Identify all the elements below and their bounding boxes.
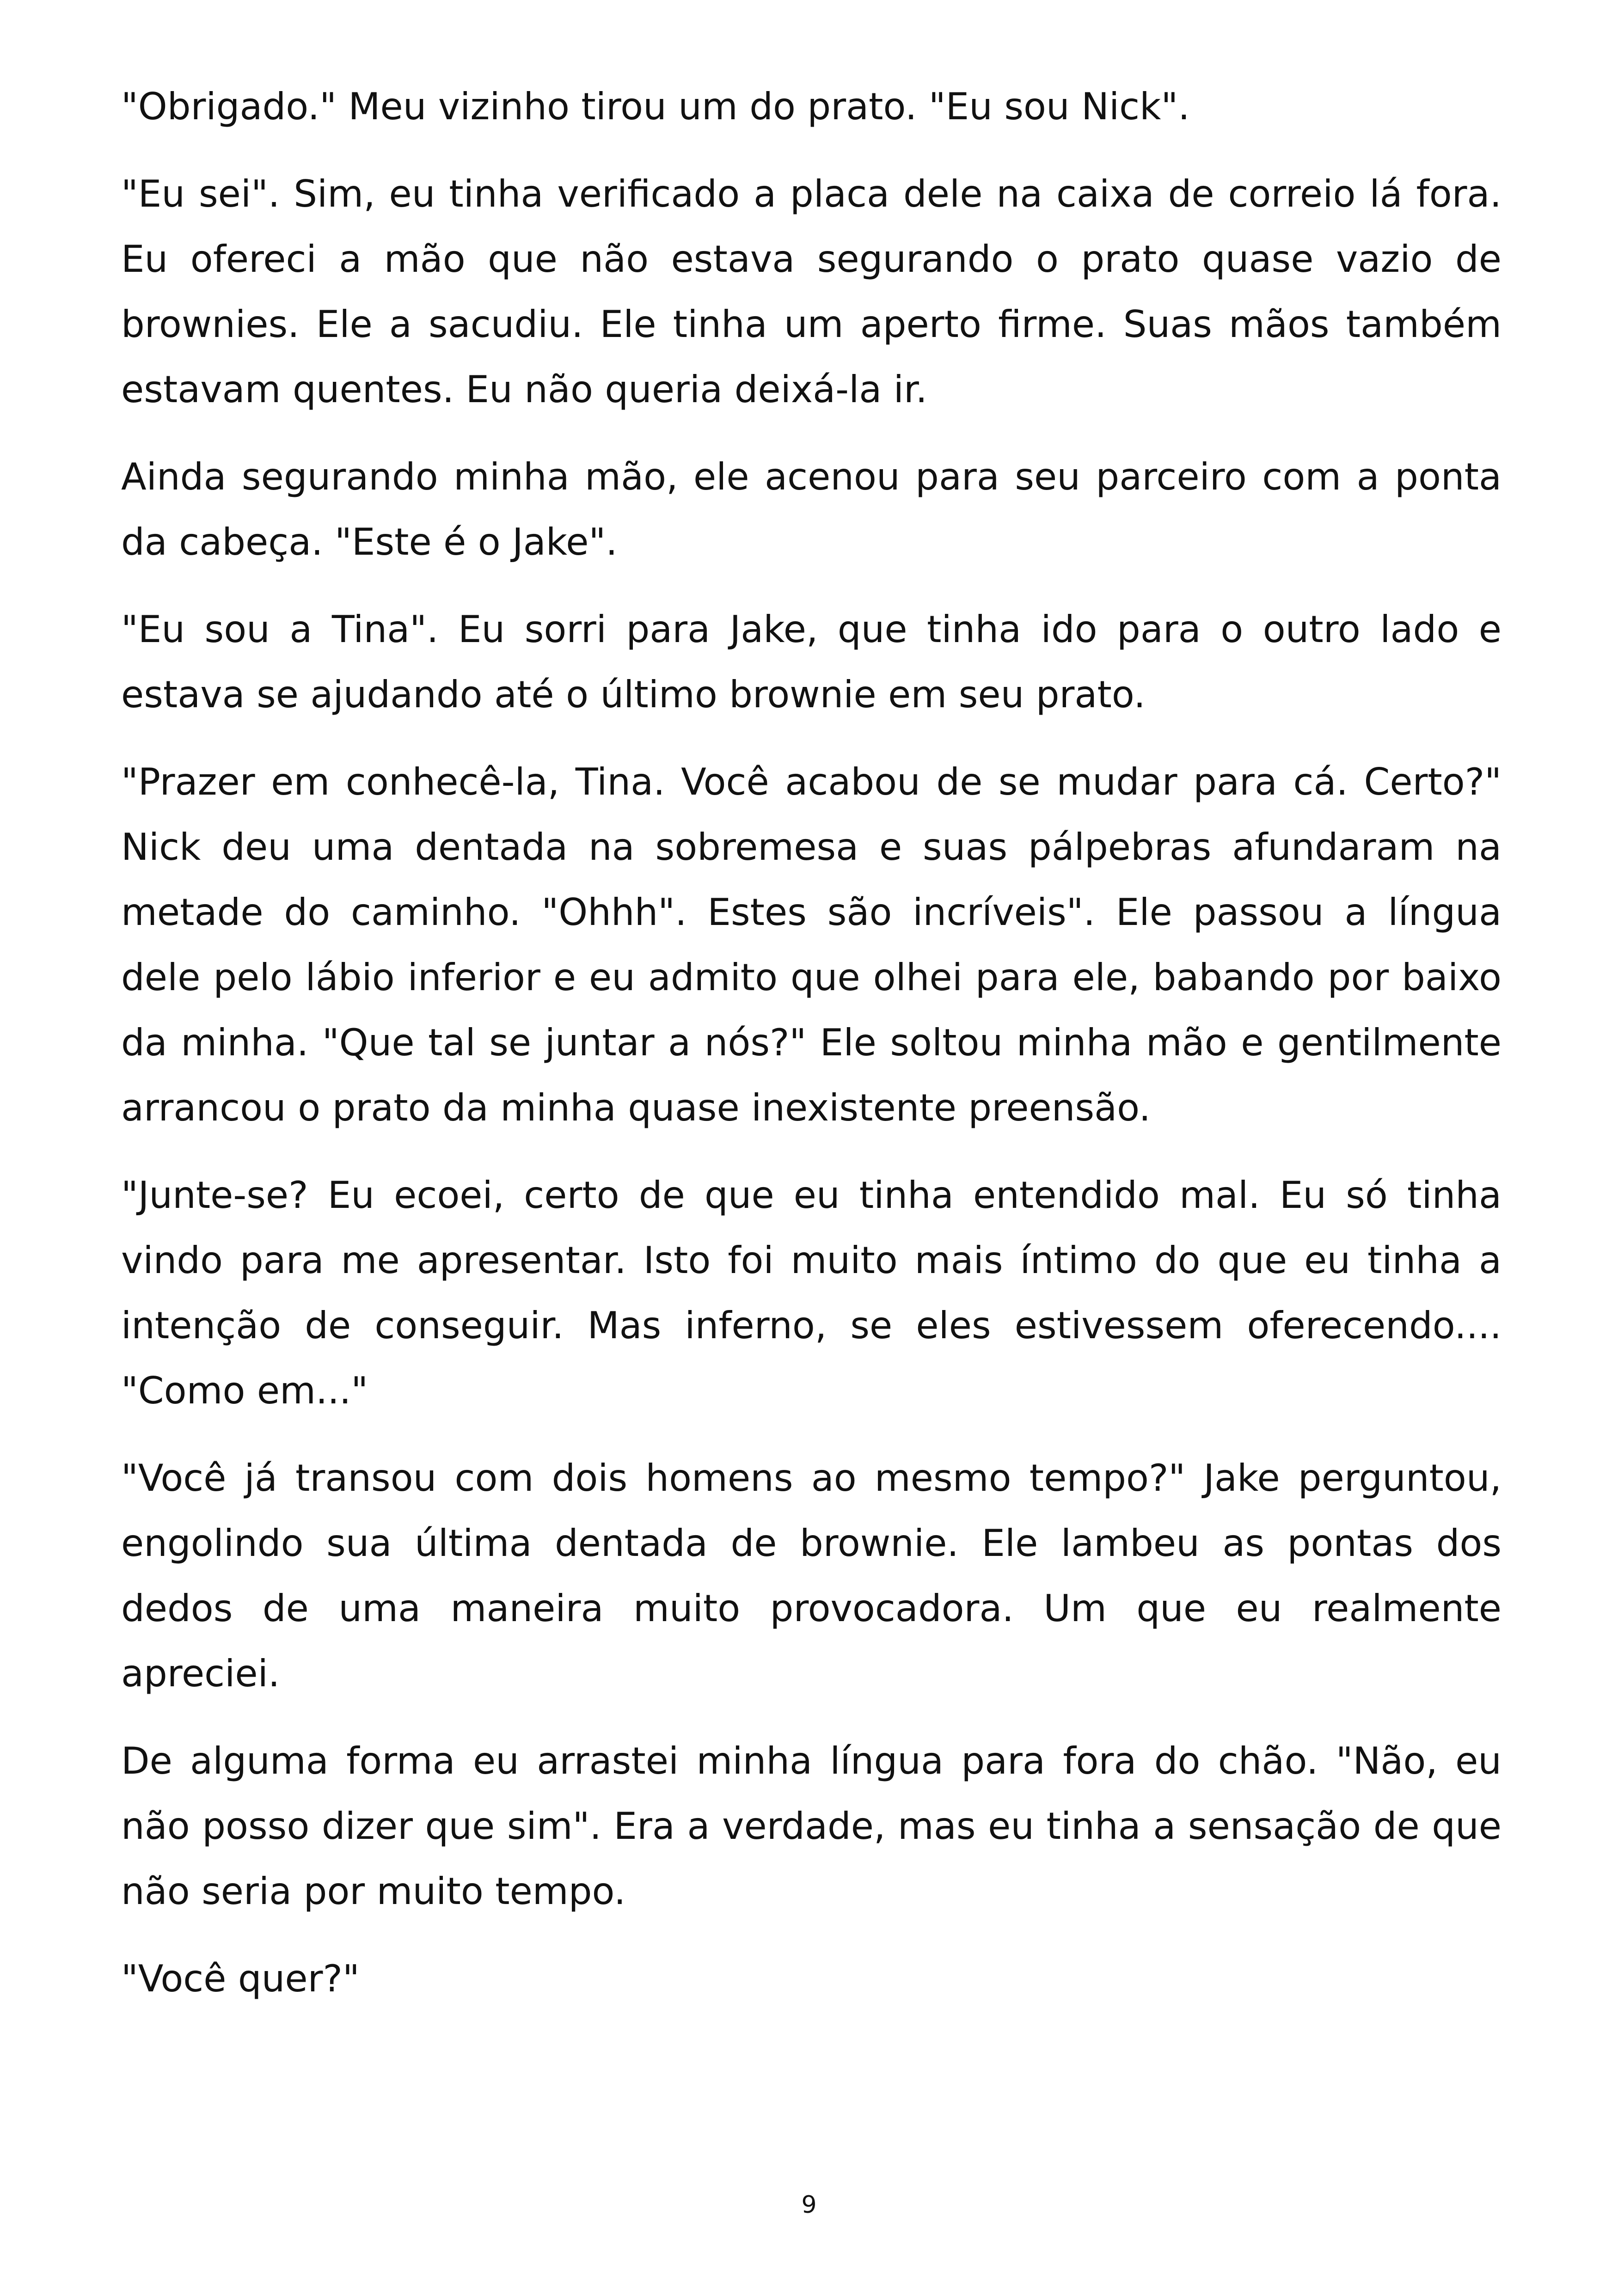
paragraph: "Você quer?" [121, 1957, 360, 2000]
page-number: 9 [801, 2191, 817, 2219]
paragraph: "Eu sei". Sim, eu tinha verificado a placa dele na caixa de correio lá fora. Eu ofereci a mão que não estava segurando o prato quase vazio de brownies. Ele a sacudiu. Ele tinha um aperto firme. Suas mãos também estavam quentes. Eu não queria deixá-la ir. [121, 172, 1502, 411]
paragraph: "Você já transou com dois homens ao mesmo tempo?" Jake perguntou, engolindo sua última dentada de brownie. Ele lambeu as pontas dos dedos de uma maneira muito provocadora. Um que eu realmente apreciei. [121, 1457, 1502, 1695]
body-text [121, 74, 1502, 2033]
paragraph: "Prazer em conhecê-la, Tina. Você acabou de se mudar para cá. Certo?" Nick deu uma dentada na sobremesa e suas pálpebras afundaram na metade do caminho. "Ohhh". Estes são incríveis". Ele passou a língua dele pelo lábio inferior e eu admito que olhei para ele, babando por baixo da minha. "Que tal se juntar a nós?" Ele soltou minha mão e gentilmente arrancou o prato da minha quase inexistente preensão. [121, 760, 1502, 1129]
paragraph: De alguma forma eu arrastei minha língua para fora do chão. "Não, eu não posso dizer que sim". Era a verdade, mas eu tinha a sensação de que não seria por muito tempo. [121, 1739, 1502, 1913]
paragraph: "Junte-se? Eu ecoei, certo de que eu tinha entendido mal. Eu só tinha vindo para me apresentar. Isto foi muito mais íntimo do que eu tinha a intenção de conseguir. Mas inferno, se eles estivessem oferecendo.... "Como em..." [121, 1174, 1502, 1412]
paragraph: "Obrigado." Meu vizinho tirou um do prato. "Eu sou Nick". [121, 85, 1190, 128]
paragraph: Ainda segurando minha mão, ele acenou para seu parceiro com a ponta da cabeça. "Este é o Jake". [121, 455, 1502, 563]
paragraph: "Eu sou a Tina". Eu sorri para Jake, que tinha ido para o outro lado e estava se ajudando até o último brownie em seu prato. [121, 608, 1502, 716]
